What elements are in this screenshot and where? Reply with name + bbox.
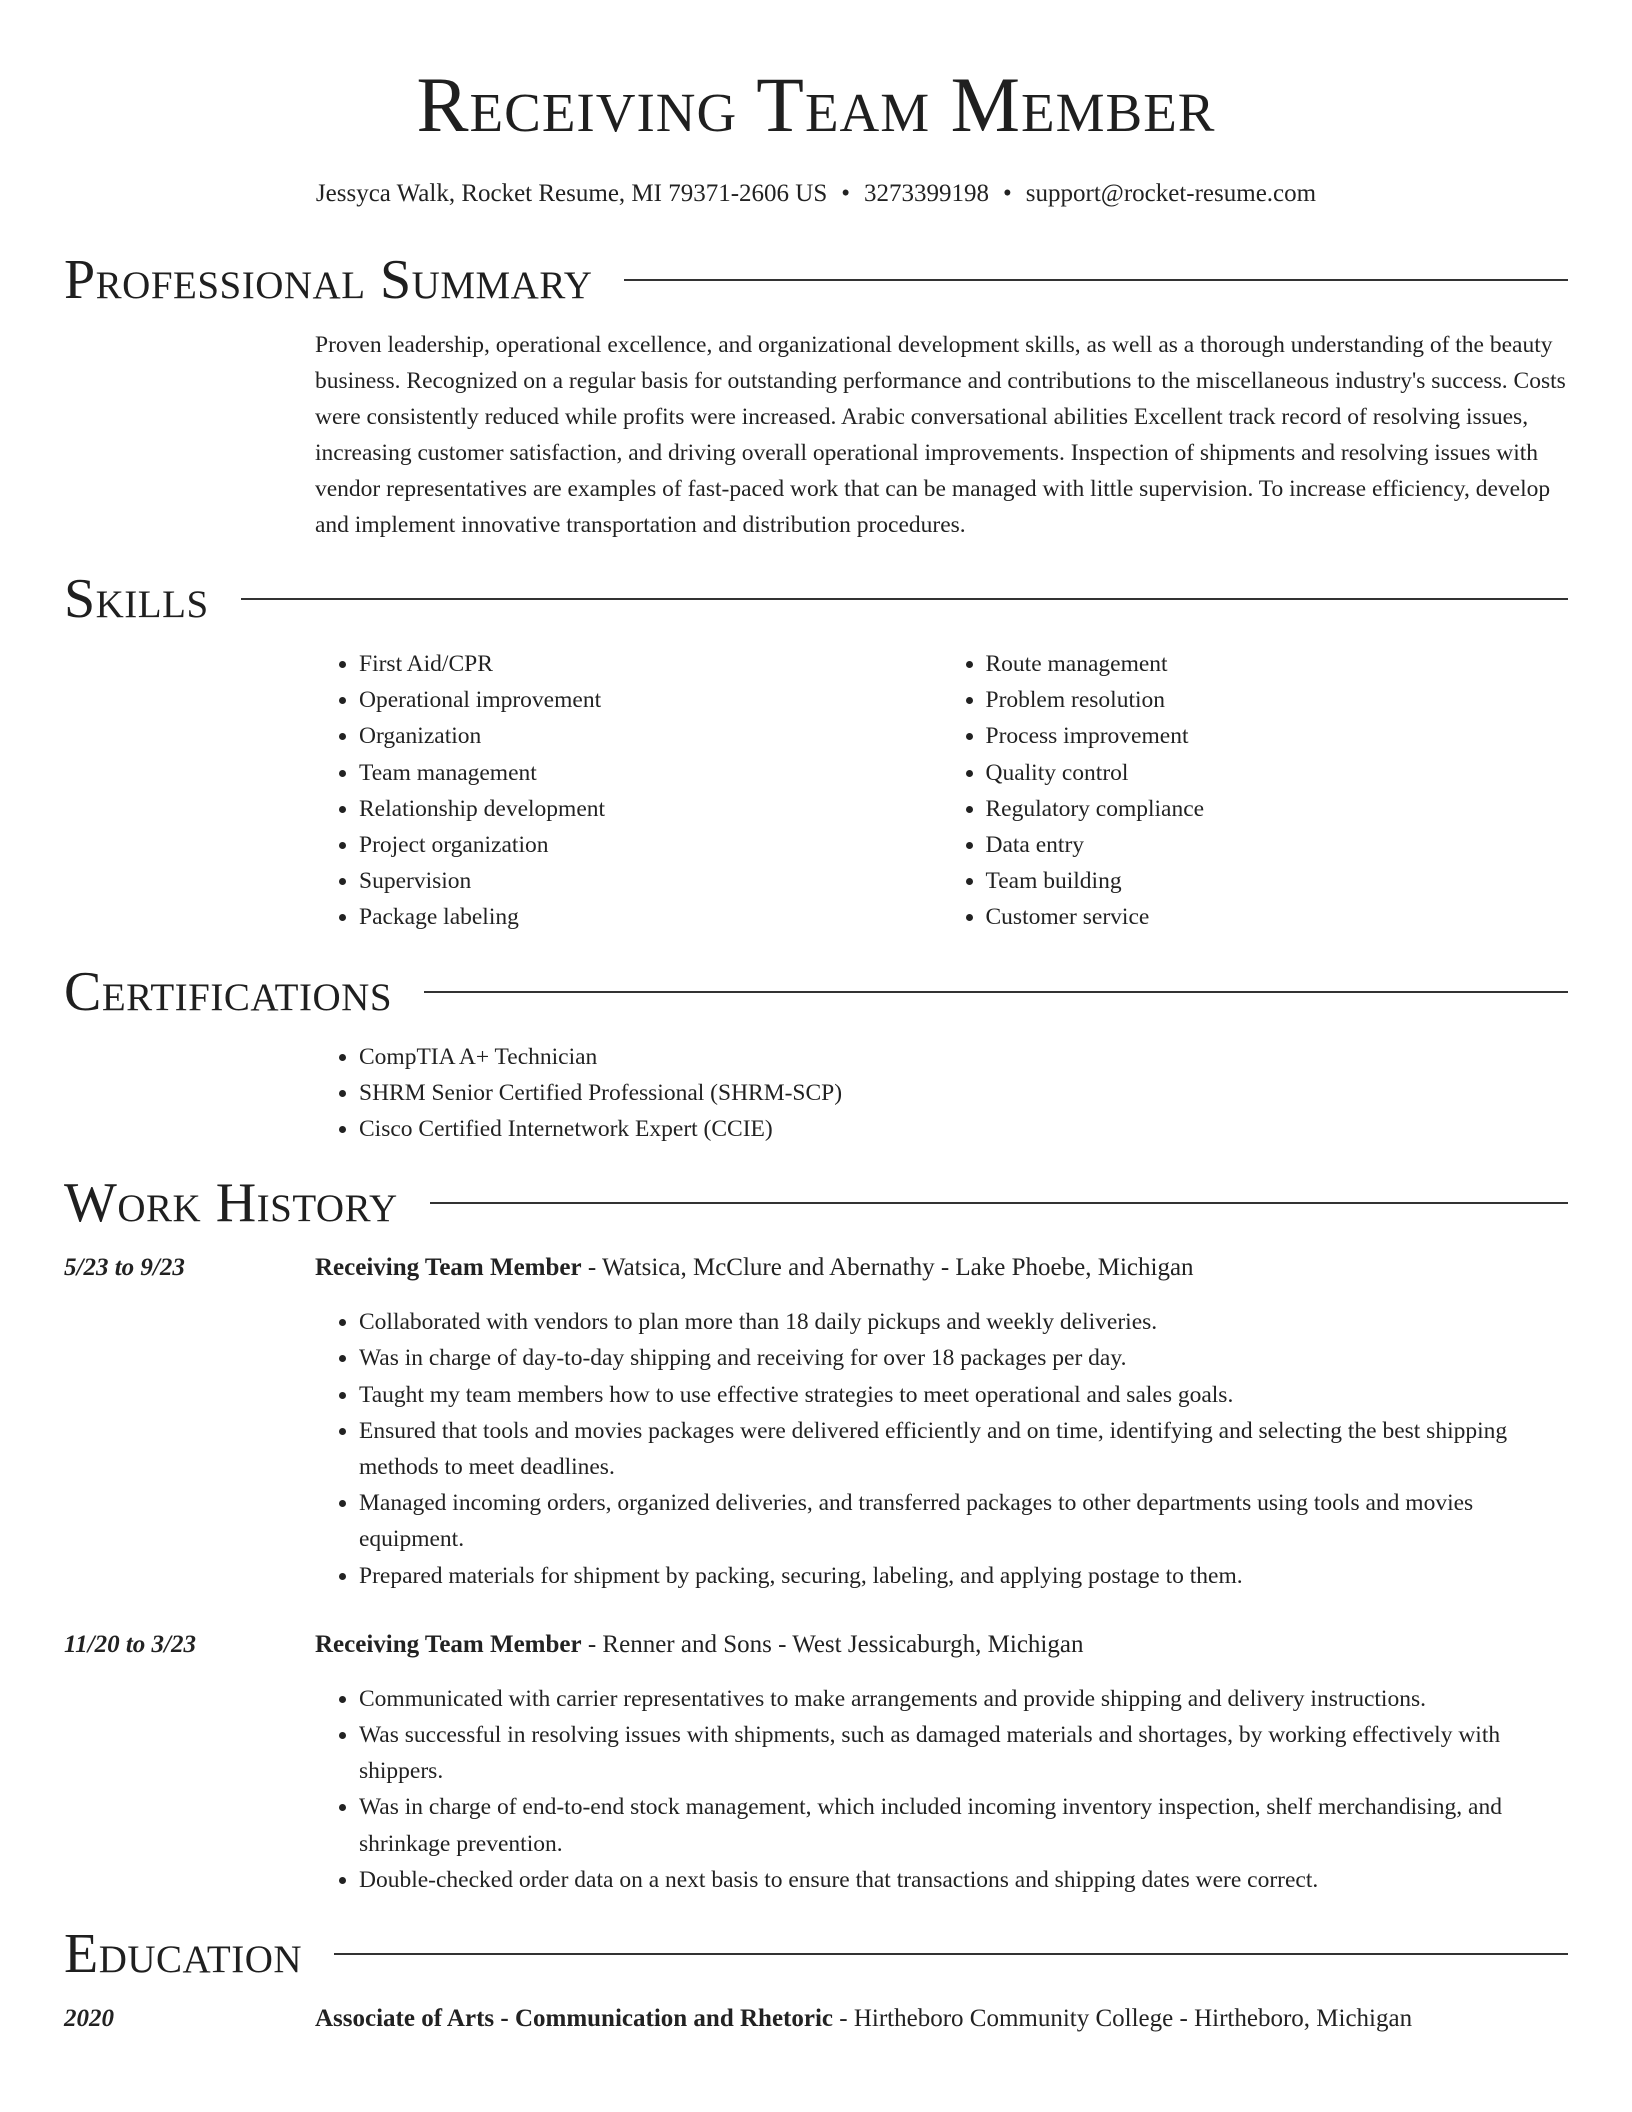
certification-item: • Cisco Certified Internetwork Expert (CCIE) (359, 1111, 1568, 1147)
skill-item: • Process improvement (986, 718, 1569, 754)
education-entry (64, 2001, 1568, 2037)
job-employer-location: - Watsica, McClure and Abernathy - Lake Phoebe, Michigan (581, 1254, 1194, 1282)
section-title: Work History (64, 1172, 398, 1235)
education-school-location: - Hirtheboro Community College - Hirtheboro, Michigan (833, 2005, 1413, 2033)
section-divider (430, 1202, 1568, 1204)
contact-separator: • (1003, 180, 1012, 207)
section-title: Professional Summary (64, 249, 593, 311)
job-duty: • Ensured that tools and movies packages were delivered efficiently and on time, identifying and selecting the best shipping methods to meet deadlines. (359, 1413, 1568, 1485)
job-dates: 11/20 to 3/23 (64, 1630, 196, 1658)
certifications-list (315, 1039, 1568, 1148)
work-history-header (64, 1172, 1568, 1235)
section-title: Skills (64, 568, 209, 630)
summary-section (64, 249, 1568, 543)
job-entry (64, 1627, 1568, 1898)
section-divider (241, 598, 1568, 600)
education-section (64, 1923, 1568, 2037)
skill-item: • Operational improvement (359, 682, 942, 718)
skills-header (64, 568, 1568, 630)
job-duties (315, 1304, 1568, 1594)
contact-line (64, 180, 1568, 208)
job-duties (315, 1681, 1568, 1898)
job-duty: • Managed incoming orders, organized deliveries, and transferred packages to other departments using tools and movies equipment. (359, 1485, 1568, 1557)
skill-item: • Organization (359, 718, 942, 754)
contact-separator: • (841, 180, 851, 207)
certifications-header (64, 960, 1568, 1023)
section-divider (624, 279, 1568, 281)
resume-page (64, 0, 1568, 2037)
skills-section (64, 568, 1568, 936)
job-duty: • Double-checked order data on a next basis to ensure that transactions and shipping dates were correct. (359, 1862, 1568, 1898)
job-heading (64, 1250, 1568, 1286)
skill-item: • Team building (986, 863, 1569, 899)
summary-header (64, 249, 1568, 311)
education-year: 2020 (64, 2005, 114, 2033)
job-heading (64, 1627, 1568, 1663)
skill-item: • Route management (986, 646, 1569, 682)
section-divider (424, 991, 1568, 993)
education-header (64, 1923, 1568, 1986)
work-history-section (64, 1172, 1568, 1898)
skills-column-left (315, 646, 942, 936)
contact-address: Jessyca Walk, Rocket Resume, MI 79371-2606 US (315, 180, 828, 207)
section-title: Certifications (64, 960, 393, 1023)
job-position: Receiving Team Member (315, 1630, 582, 1658)
job-position: Receiving Team Member (315, 1254, 582, 1282)
job-duty: • Was in charge of end-to-end stock management, which included incoming inventory inspection, shelf merchandising, and shrinkage prevention. (359, 1789, 1568, 1861)
skill-item: • Regulatory compliance (986, 791, 1569, 827)
job-employer-location: - Renner and Sons - West Jessicaburgh, Michigan (581, 1630, 1084, 1658)
skill-item: • Problem resolution (986, 682, 1569, 718)
skill-item: • Supervision (359, 863, 942, 899)
summary-text: Proven leadership, operational excellence, and organizational development skills, as well as a thorough understanding of the beauty business. Recognized on a regular basis for outstanding performance and contributions to the miscellaneous industry's success. Costs were consistently reduced while profits were increased. Arabic conversational abilities Excellent track record of resolving issues, increasing customer satisfaction, and driving overall operational improvements. Inspection of shipments and resolving issues with vendor representatives are examples of fast-paced work that can be managed with little supervision. To increase efficiency, develop and implement innovative transportation and distribution procedures. (315, 332, 1566, 538)
skills-list (315, 646, 1568, 936)
job-duty: • Was successful in resolving issues with shipments, such as damaged materials and shortages, by working effectively with shippers. (359, 1717, 1568, 1789)
contact-email: support@rocket-resume.com (1025, 180, 1317, 207)
certifications-section (64, 960, 1568, 1148)
job-duty: • Communicated with carrier representatives to make arrangements and provide shipping and delivery instructions. (359, 1681, 1568, 1717)
job-dates: 5/23 to 9/23 (64, 1254, 185, 1282)
section-divider (334, 1953, 1568, 1955)
contact-phone: 3273399198 (864, 180, 990, 207)
skill-item: • Customer service (986, 899, 1569, 935)
certification-item: • SHRM Senior Certified Professional (SHRM-SCP) (359, 1075, 1568, 1111)
skill-item: • Project organization (359, 827, 942, 863)
skill-item: • Relationship development (359, 791, 942, 827)
section-title: Education (64, 1923, 303, 1986)
skill-item: • Data entry (986, 827, 1569, 863)
resume-title: Receiving Team Member (416, 61, 1216, 148)
education-degree: Associate of Arts - Communication and Rhetoric (315, 2005, 834, 2033)
job-duty: • Prepared materials for shipment by packing, securing, labeling, and applying postage to them. (359, 1558, 1568, 1594)
certification-item: • CompTIA A+ Technician (359, 1039, 1568, 1075)
skill-item: • Quality control (986, 755, 1569, 791)
job-duty: • Was in charge of day-to-day shipping and receiving for over 18 packages per day. (359, 1340, 1568, 1376)
skills-column-right (942, 646, 1569, 936)
skill-item: • Package labeling (359, 899, 942, 935)
job-entry (64, 1250, 1568, 1594)
skill-item: • Team management (359, 755, 942, 791)
job-duty: • Collaborated with vendors to plan more than 18 daily pickups and weekly deliveries. (359, 1304, 1568, 1340)
skill-item: • First Aid/CPR (359, 646, 942, 682)
job-duty: • Taught my team members how to use effective strategies to meet operational and sales goals. (359, 1377, 1568, 1413)
